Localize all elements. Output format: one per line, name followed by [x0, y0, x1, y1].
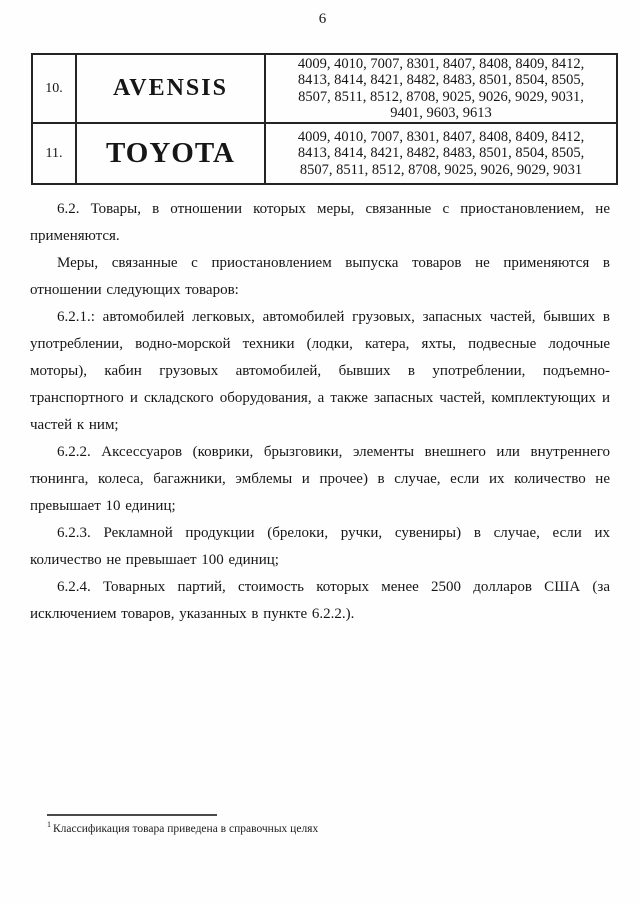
hs-codes-line: 8507, 8511, 8512, 8708, 9025, 9026, 9029, 9031,	[298, 88, 584, 105]
paragraph-measures: Меры, связанные с приостановлением выпуска товаров не применяются в отношении следующих товаров:	[30, 255, 610, 298]
trademark-codes-table	[31, 53, 618, 185]
hs-codes-cell	[265, 54, 617, 123]
paragraph-6-2-4: 6.2.4. Товарных партий, стоимость которых менее 2500 долларов США (за исключением товаров, указанных в пункте 6.2.2.).	[30, 579, 610, 622]
hs-codes-line: 9401, 9603, 9613	[390, 105, 492, 121]
hs-codes-line: 8413, 8414, 8421, 8482, 8483, 8501, 8504, 8505,	[297, 145, 585, 162]
row-number-cell: 11.	[32, 123, 76, 184]
footnote-marker: 1	[47, 820, 51, 829]
paragraph-6-2-2: 6.2.2. Аксессуаров (коврики, брызговики, элементы внешнего или внутреннего тюнинга, колеса, багажники, эмблемы и прочее) в случае, если их количество не превышает 10 единиц;	[30, 444, 610, 514]
footnote-text	[47, 820, 607, 835]
hs-codes-cell	[265, 123, 617, 184]
hs-codes-line: 4009, 4010, 7007, 8301, 8407, 8408, 8409, 8412,	[297, 128, 585, 145]
row-number-cell: 10.	[32, 54, 76, 123]
footnote-label: Классификация товара приведена в справочных целях	[53, 822, 319, 835]
trademark-name-cell: AVENSIS	[76, 54, 265, 123]
trademark-name-cell: TOYOTA	[76, 123, 265, 184]
hs-codes-line: 4009, 4010, 7007, 8301, 8407, 8408, 8409, 8412,	[297, 55, 585, 72]
document-body	[30, 196, 610, 628]
hs-codes-line: 8507, 8511, 8512, 8708, 9025, 9026, 9029, 9031	[299, 161, 583, 178]
page-number: 6	[318, 11, 327, 27]
table-row-avensis	[32, 54, 617, 123]
footnote-separator	[47, 814, 217, 816]
table-row-toyota	[32, 123, 617, 184]
paragraph-6-2: 6.2. Товары, в отношении которых меры, связанные с приостановлением, не применяются.	[30, 201, 610, 244]
paragraph-6-2-1: 6.2.1.: автомобилей легковых, автомобилей грузовых, запасных частей, бывших в употреблении, водно-морской техники (лодки, катера, яхты, подвесные лодочные моторы), кабин грузовых автомобилей, бывших в употреблении, подъемно-транспортного и складского оборудования, а также запасных частей, комплектующих и частей к ним;	[30, 309, 610, 433]
footnote	[47, 814, 607, 835]
paragraph-6-2-3: 6.2.3. Рекламной продукции (брелоки, ручки, сувениры) в случае, если их количество не превышает 100 единиц;	[30, 525, 610, 568]
hs-codes-line: 8413, 8414, 8421, 8482, 8483, 8501, 8504, 8505,	[297, 72, 585, 88]
